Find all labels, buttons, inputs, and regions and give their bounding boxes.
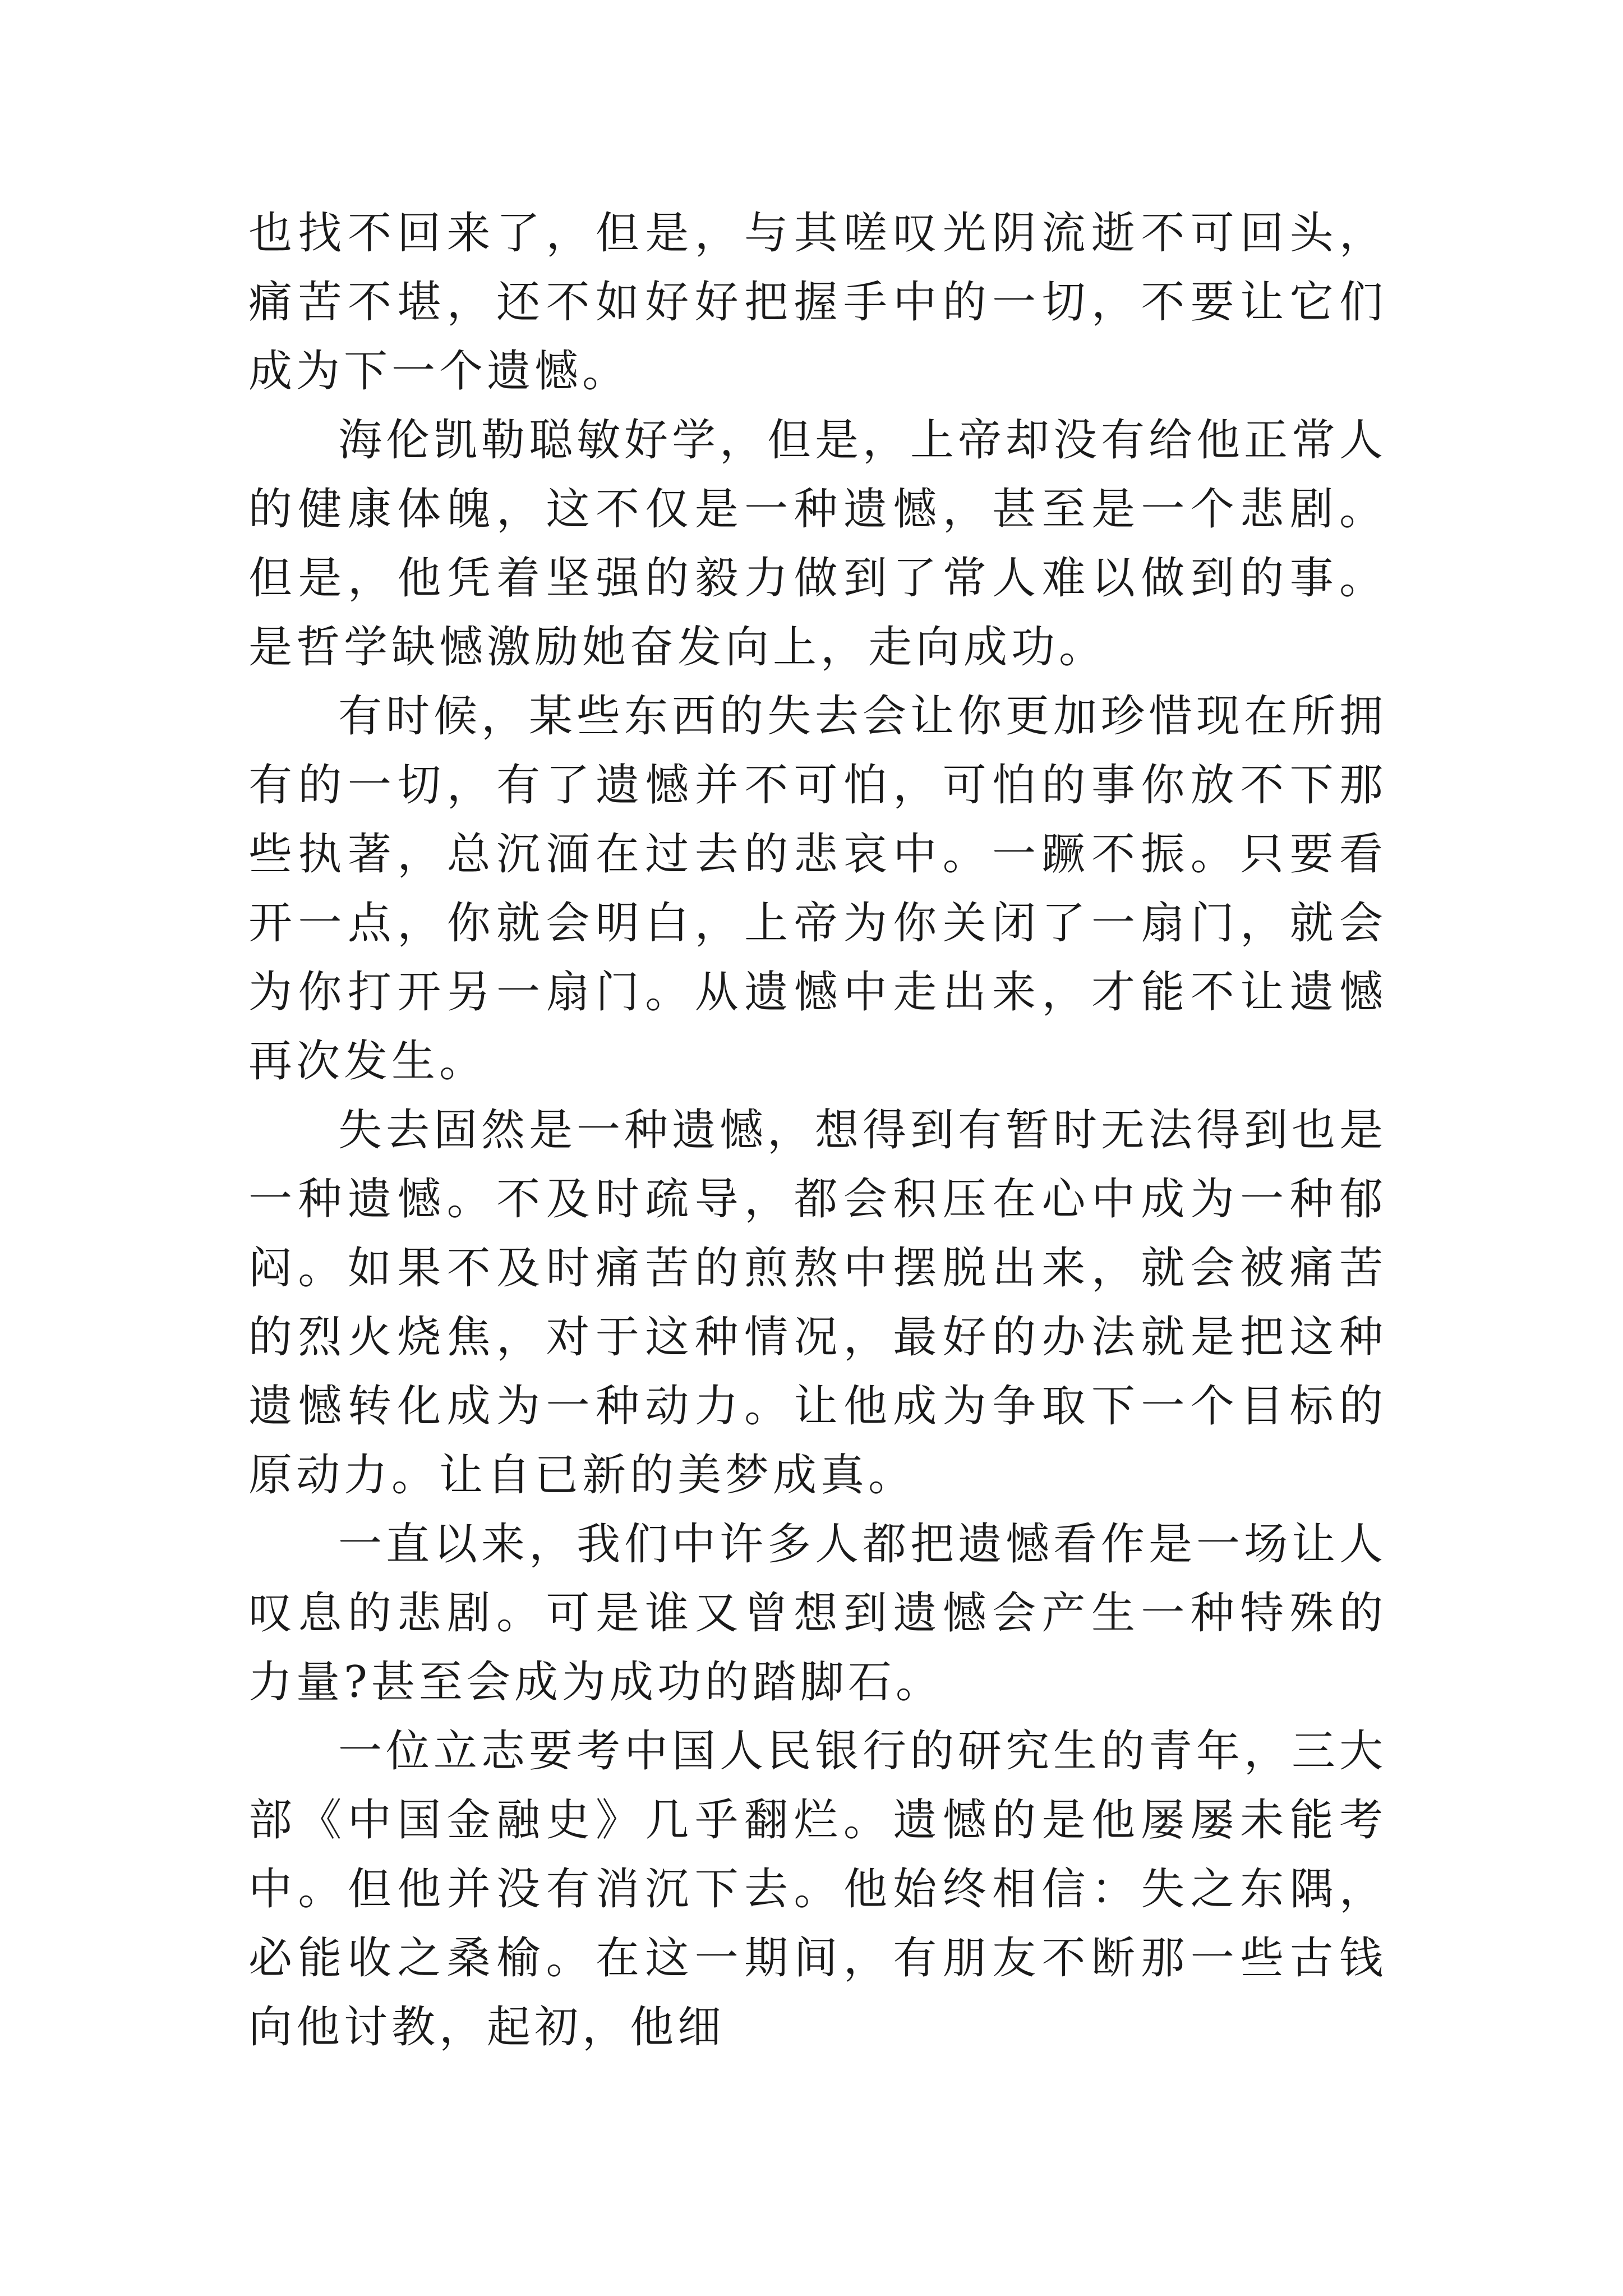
paragraph-losing-things: 有时候，某些东西的失去会让你更加珍惜现在所拥有的一切，有了遗憾并不可怕，可怕的事你放不下那些执著，总沉湎在过去的悲哀中。一蹶不振。只要看开一点，你就会明白，上帝为你关闭了一扇门，就会为你打开另一扇门。从遗憾中走出来，才能不让遗憾再次发生。 — [248, 691, 1387, 1087]
paragraph-regret-as-stepping-stone: 一直以来，我们中许多人都把遗憾看作是一场让人叹息的悲剧。可是谁又曾想到遗憾会产生一种特殊的力量?甚至会成为成功的踏脚石。 — [248, 1519, 1387, 1708]
paragraph-continuation: 也找不回来了，但是，与其嗟叹光阴流逝不可回头，痛苦不堪，还不如好好把握手中的一切，不要让它们成为下一个遗憾。 — [248, 208, 1387, 397]
paragraph-turn-into-motivation: 失去固然是一种遗憾，想得到有暂时无法得到也是一种遗憾。不及时疏导，都会积压在心中成为一种郁闷。如果不及时痛苦的煎熬中摆脱出来，就会被痛苦的烈火烧焦，对于这种情况，最好的办法就是把这种遗憾转化成为一种动力。让他成为争取下一个目标的原动力。让自已新的美梦成真。 — [248, 1105, 1387, 1501]
paragraph-graduate-student-story: 一位立志要考中国人民银行的研究生的青年，三大部《中国金融史》几乎翻烂。遗憾的是他屡屡未能考中。但他并没有消沉下去。他始终相信：失之东隅，必能收之桑榆。在这一期间，有朋友不断那一些古钱向他讨教，起初，他细 — [248, 1726, 1387, 2053]
paragraph-helen-keller: 海伦凯勒聪敏好学，但是，上帝却没有给他正常人的健康体魄，这不仅是一种遗憾，甚至是一个悲剧。但是，他凭着坚强的毅力做到了常人难以做到的事。是哲学缺憾激励她奋发向上，走向成功。 — [248, 415, 1387, 673]
article-body — [248, 199, 1387, 2062]
